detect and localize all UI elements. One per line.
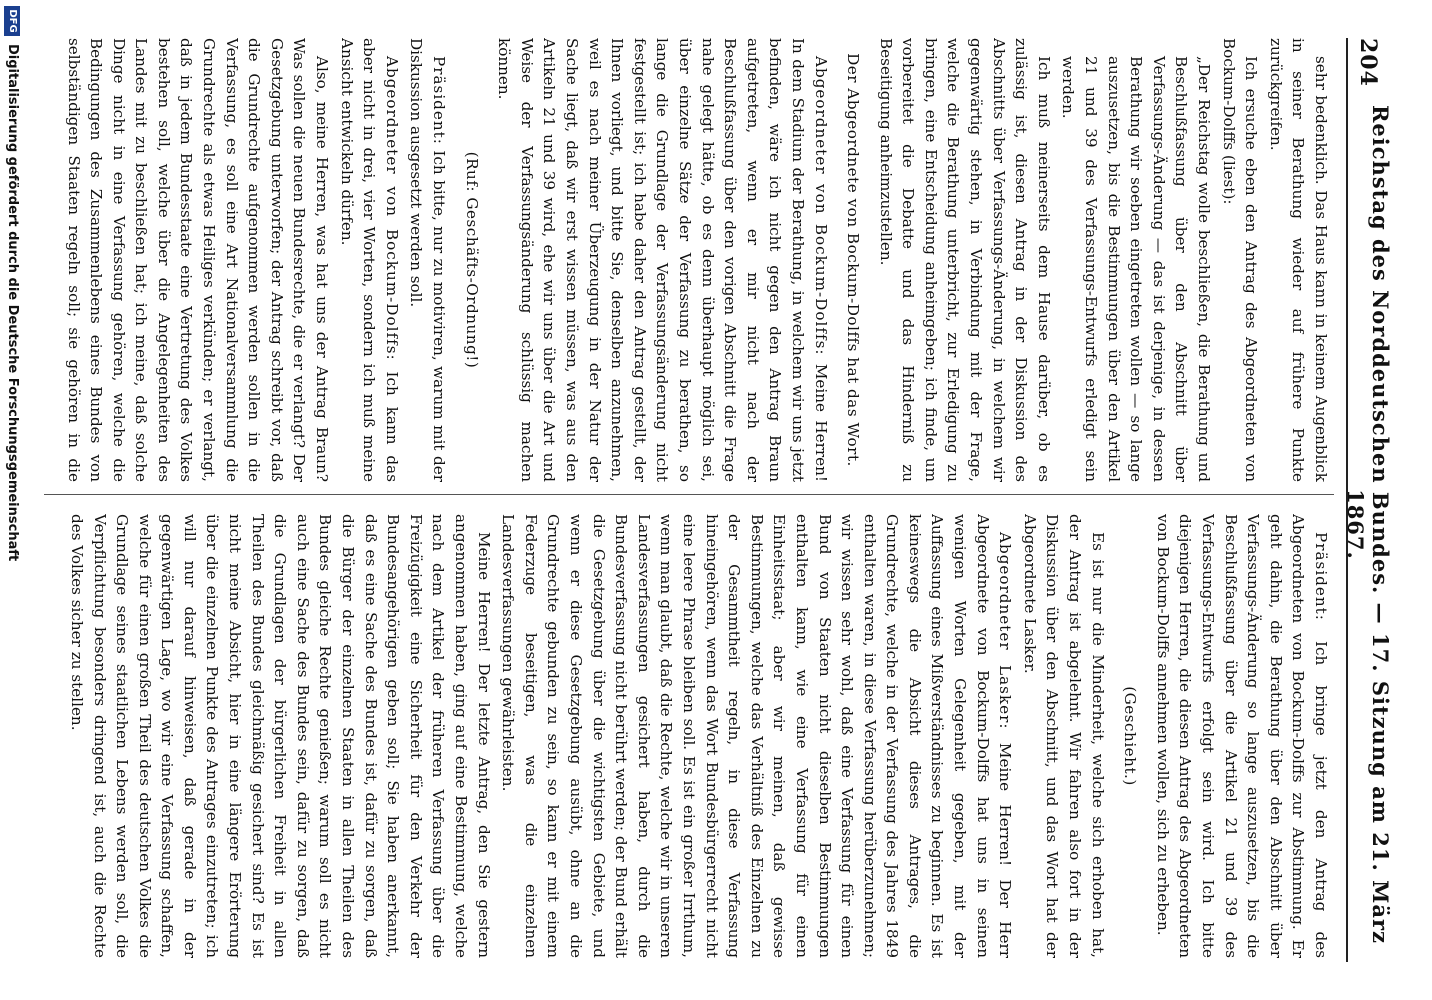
paragraph-text: „Der Reichstag wolle beschließen, die Berathung und Beschlußfassung über den Abschnitt über Verfassungs-Änderung — das ist derjenige, in dessen Berathung wir soeben eingetreten wollen — so lange auszusetzen, bis die Bestimmungen über den Artikel 21 und 39 des Verfassungs-Entwurfs erledigt sein werden. xyxy=(1059,56,1214,482)
paragraph xyxy=(1018,514,1108,958)
paragraph-text: Ich muß meinerseits dem Hause darüber, ob es zulässig ist, diesen Antrag in der Diskussion des Abschnitts über Verfassungs-Änderung, in welchem wir gegenwärtig stehen, in Verbindung mit der Frage, welche die Berathung unterbricht, zur Erledigung zu bringen, eine Entscheidung anheimgeben; ich finde, um vorbereitet die Debatte und das Hinderniß zu Beseitigung anheimzustellen. xyxy=(876,38,1053,482)
dfg-logo-icon: DFG xyxy=(4,6,20,36)
paragraph xyxy=(1264,38,1332,482)
paragraph-text: Ich ersuche eben den Antrag des Abgeordneten von Bockum-Dolffs (liest): xyxy=(1219,38,1261,482)
digitization-credit xyxy=(0,0,24,1000)
paragraph xyxy=(65,514,494,958)
paragraph xyxy=(405,38,450,482)
column-divider xyxy=(44,494,1334,495)
paragraph-text: sehr bedenklich. Das Haus kann in keinem Augenblick in seiner Berathung wieder auf frühere Punkte zurückgreifen. xyxy=(1266,38,1330,482)
paragraph-text: Also, meine Herren, was hat uns der Antrag Braun? Was sollen die neuen Bundesrechte, die er verlangt? Der Gesetzgebung unterworfen; der Antrag schreibt vor, daß die Grundrechte aufgenommen werden sollen in die Verfassung, es soll eine Art Nationalversammlung die Grundrechte als etwas Heiliges verkünden; er verlangt, daß in jedem Bundesstaate eine Vertretung des Volkes bestehen soll, welche über die Angelegenheiten des Landes mit zu beschließen hat; ich meine, daß solche Dinge nicht in eine Verfassung gehören, welche die Bedingungen des Zusammenlebens eines Bundes von selbständigen Staaten regeln soll; sie gehören in die xyxy=(64,38,332,482)
paragraph-text: Ich bitte, nur zu motiviren, warum mit der Diskussion ausgesetzt werden soll. xyxy=(407,38,449,482)
paragraph xyxy=(874,38,1055,482)
text-column-right xyxy=(62,514,1332,958)
speaker-name: Präsident: xyxy=(430,56,449,145)
paragraph-text: Es ist nur die Minderheit, welche sich erhoben hat, der Antrag ist abgelehnt. Wir fahren also fort in der Diskussion über den Abschnitt, und das Wort hat der Abgeordnete Lasker. xyxy=(1020,514,1107,958)
speaker-name: Präsident: xyxy=(1312,532,1330,621)
paragraph-text: Meine Herren! In dem Stadium der Berathung, in welchem wir uns jetzt befinden, wäre ich nicht gegen den Antrag Braun aufgetreten, wenn er mir nicht nach der Beschlußfassung über den vorigen Abschnitt die Frage nahe gelegt hätte, ob es denn überhaupt möglich sei, über einzelne Sätze der Verfassung zu berathen, so lange die Grundlage der Verfassungsänderung nicht festgestellt ist; ich habe daher den Antrag gestellt, der Ihnen vorliegt, und bitte Sie, denselben anzunehmen, weil es nach meiner Überzeugung in der Natur der Sache liegt, daß wir erst wissen müssen, was aus den Artikeln 21 und 39 wird, ehe wir uns über die Art und Weise der Verfassungsänderung schlüssig machen können. xyxy=(495,38,830,482)
paragraph xyxy=(335,38,403,482)
quoted-motion xyxy=(1057,38,1215,482)
paragraph-text: Ich kann das aber nicht in drei, vier Worten, sondern ich muß meine Ansicht entwickeln dürfen. xyxy=(337,38,401,482)
paragraph-text: Meine Herren! Der Herr Abgeordnete von Bockum-Dolffs hat uns in seinen wenigen Worten Gelegenheit gegeben, mit der Auffassung eines Mißverständnisses zu beginnen. Es ist keineswegs die Absicht dieses Antrages, die Grundrechte, welche in der Verfassung des Jahres 1849 enthalten waren, in diese Verfassung herüberzunehmen; wir wissen sehr wohl, daß eine Verfassung für einen Bund von Staaten nicht dieselben Bestimmungen enthalten kann, wie eine Verfassung für einen Einheitsstaat; aber wir meinen, daß gewisse Bestimmungen, welche das Verhältniß des Einzelnen zu der Gesammtheit regeln, in diese Verfassung hineingehören, wenn das Wort Bundesbürgerrecht nicht eine leere Phrase bleiben soll. Es ist ein großer Irrthum, wenn man glaubt, daß die Rechte, welche wir in unseren Landesverfassungen gesichert haben, durch die Bundesverfassung nicht berührt werden; der Bund erhält die Gesetzgebung über die wichtigsten Gebiete, und wenn er diese Gesetzgebung ausübt, ohne an die Grundrechte gebunden zu sein, so kann er mit einem Federzuge beseitigen, was die einzelnen Landesverfassungen gewährleisten. xyxy=(499,514,1015,958)
page-header xyxy=(1343,38,1393,962)
paragraph xyxy=(497,514,1017,958)
paragraph-text: Ich bringe jetzt den Antrag des Abgeordneten von Bockum-Dolffs zur Abstimmung. Er geht dahin, die Berathung über den Abschnitt über Verfassungs-Änderung so lange auszusetzen, bis die Beschlußfassung über die Artikel 21 und 39 des Verfassungs-Entwurfs erfolgt sein wird. Ich bitte diejenigen Herren, die diesen Antrag des Abgeordneten von Bockum-Dolffs annehmen wollen, sich zu erheben. xyxy=(1153,514,1330,958)
stage-direction xyxy=(460,38,483,482)
paragraph xyxy=(1217,38,1262,482)
page-number: 204 xyxy=(1355,38,1381,87)
digitization-credit-text: Digitalisierung gefördert durch die Deutsche Forschungsgemeinschaft xyxy=(5,44,20,562)
speaker-name: Abgeordneter Lasker: xyxy=(996,532,1015,730)
stage-direction xyxy=(842,38,865,482)
stage-direction xyxy=(1119,514,1142,958)
paragraph-text: Der Abgeordnete von Bockum-Dolffs hat das Wort. xyxy=(844,53,863,467)
paragraph xyxy=(62,38,333,482)
speaker-name: Abgeordneter von Bockum-Dolffs: xyxy=(811,56,830,356)
paragraph-text: (Geschieht.) xyxy=(1121,686,1140,786)
text-column-left xyxy=(62,38,1332,482)
paragraph xyxy=(1151,514,1332,958)
page-running-title: Reichstag des Norddeutschen Bundes. — 17. Sitzung am 21. März 1867. xyxy=(1343,104,1393,944)
speaker-name: Abgeordneter von Bockum-Dolffs: xyxy=(382,56,401,361)
paragraph-text: (Ruf: Geschäfts-Ordnung!) xyxy=(462,151,481,369)
paragraph xyxy=(62,514,63,958)
paragraph xyxy=(493,38,832,482)
paragraph-text: Meine Herren! Der letzte Antrag, den Sie gestern angenommen haben, ging auf eine Bestimmung, welche nach dem Artikel der früheren Verfassung über die Freizügigkeit eine Sicherheit für den Verkehr der Bundesangehörigen geben soll; Sie haben anerkannt, daß es eine Sache des Bundes ist, dafür zu sorgen, daß die Bürger der einzelnen Staaten in allen Theilen des Bundes gleiche Rechte genießen; warum soll es nicht auch eine Sache des Bundes sein, dafür zu sorgen, daß die Grundlagen der bürgerlichen Freiheit in allen Theilen des Bundes gleichmäßig gesichert sind? Es ist nicht meine Absicht, hier in eine längere Erörterung über die einzelnen Punkte des Antrages einzutreten; ich will nur darauf hinweisen, daß gerade in der gegenwärtigen Lage, wo wir eine Verfassung schaffen, welche für einen großen Theil des deutschen Volkes die Grundlage seines staatlichen Lebens werden soll, die Verpflichtung besonders dringend ist, auch die Rechte des Volkes sicher zu stellen. xyxy=(67,514,493,958)
